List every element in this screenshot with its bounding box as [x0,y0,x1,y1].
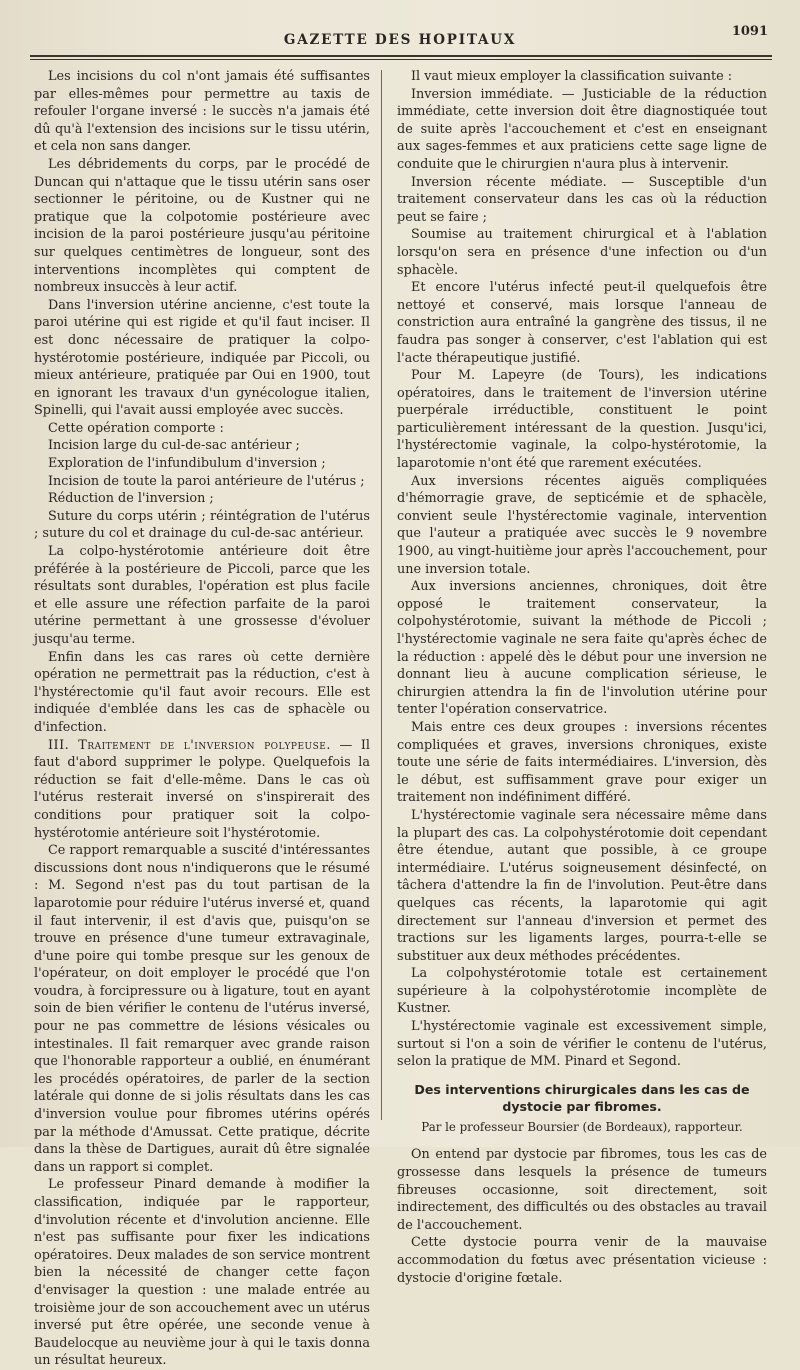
paragraph: Le professeur Pinard demande à modifier la classification, indiquée par le rapporteur, d'involution récente et d'involution ancienne. Elle n'est pas suffisante pour fixer les indications opératoires. Deux malades de son service montrent bien la nécessité de changer cette façon d'envisager la question : une malade entrée au troisième jour de son accouchement avec un utérus inversé put être opérée, une seconde venue à Baudelocque au neuvième jour à qui le taxis donna un résultat heureux. [34,1177,370,1369]
paragraph: Soumise au traitement chirurgical et à l'ablation lorsqu'on sera en présence d'une infection ou d'un sphacèle. [397,227,767,278]
article-byline: Par le professeur Boursier (de Bordeaux), rapporteur. [421,1119,743,1134]
paragraph [34,737,370,843]
paragraph: Inversion récente médiate. — Susceptible d'un traitement conservateur dans les cas où la réduction peut se faire ; [397,174,767,225]
list-item: Incision de toute la paroi antérieure de l'utérus ; [48,473,365,489]
paragraph: Mais entre ces deux groupes : inversions récentes compliquées et graves, inversions chroniques, existe toute une série de faits intermédiaires. L'inversion, dès le début, est suffisamment grave pour exiger un traitement non indéfiniment différé. [397,719,767,806]
list-item: Suture du corps utérin ; réintégration de l'utérus ; suture du col et drainage du cul-de-sac antérieur. [34,508,370,542]
paragraph: Les incisions du col n'ont jamais été suffisantes par elles-mêmes pour permettre au taxis de refouler l'organe inversé : le succès n'a jamais été dû qu'à l'extension des incisions sur le tissu utérin, et cela non sans danger. [34,69,370,155]
article-title: Des interventions chirurgicales dans les cas de dystocie par fibromes. [414,1081,750,1114]
page-number: 1091 [731,24,768,39]
left-column [34,68,370,1370]
right-column [397,68,767,1287]
paragraph: Enfin dans les cas rares où cette dernière opération ne permettrait pas la réduction, c'est à l'hystérectomie qu'il faut avoir recours. Elle est indiquée d'emblée dans les cas de sphacèle ou d'infection. [34,649,370,735]
list-item: Réduction de l'inversion ; [48,491,214,507]
section-heading: III. Traitement de l'inversion polypeuse. [48,737,331,753]
header-rule-thin [30,59,772,60]
paragraph: La colpo-hystérotomie antérieure doit être préférée à la postérieure de Piccoli, parce que les résultats sont durables, l'opération est plus facile et elle assure une réfection parfaite de la paroi utérine permettant à une grossesse d'évoluer jusqu'au terme. [34,544,370,647]
list-item: Incision large du cul-de-sac antérieur ; [48,438,300,454]
paragraph: Pour M. Lapeyre (de Tours), les indications opératoires, dans le traitement de l'inversion utérine puerpérale irréductible, constituent le point particulièrement intéressant de la question. Jusqu'ici, l'hystérectomie vaginale, la colpo-hystérotomie, la laparotomie n'ont été que rarement exécutées. [397,368,767,472]
paragraph: Aux inversions anciennes, chroniques, doit être opposé le traitement conservateur, la colpohystérotomie, suivant la méthode de Piccoli ; l'hystérectomie vaginale ne sera faite qu'après échec de la réduction : appelé dès le début pour une inversion ne donnant lieu à aucune complication sérieuse, le chirurgien attendra la fin de l'involution utérine pour tenter l'opération conservatrice. [397,579,767,718]
journal-title: GAZETTE DES HOPITAUX [283,32,517,48]
paragraph-text: — Il faut d'abord supprimer le polype. Quelquefois la réduction se fait d'elle-même. Dans le cas où l'utérus resterait inversé on s'inspirerait des conditions pour pratiquer soit la colpo-hystérotomie antérieure soit l'hystérotomie. [34,737,370,841]
paragraph: On entend par dystocie par fibromes, tous les cas de grossesse dans lesquels la présence de tumeurs fibreuses occasionne, soit directement, soit indirectement, des difficultés ou des obstacles au travail de l'accouchement. [397,1147,767,1233]
header-rule-thick [30,55,772,57]
column-divider [381,70,382,1120]
paragraph: Inversion immédiate. — Justiciable de la réduction immédiate, cette inversion doit être diagnostiquée tout de suite après l'accouchement et c'est en enseignant aux sages-femmes et aux praticiens cette sage ligne de conduite que le chirurgien n'aura plus à intervenir. [397,86,767,172]
paragraph: Cette dystocie pourra venir de la mauvaise accommodation du fœtus avec présentation vicieuse : dystocie d'origine fœtale. [397,1235,767,1286]
paragraph: Il vaut mieux employer la classification suivante : [411,69,733,84]
paragraph: La colpohystérotomie totale est certainement supérieure à la colpohystérotomie incomplète de Kustner. [397,966,767,1017]
page-header [30,24,770,56]
paragraph: Les débridements du corps, par le procédé de Duncan qui n'attaque que le tissu utérin sans oser sectionner le péritoine, ou de Kustner qui ne pratique que la colpotomie postérieure avec incision de la paroi postérieure jusqu'au péritoine sur quelques centimètres de longueur, sont des interventions incomplètes qui comptent de nombreux insuccès à leur actif. [34,156,370,296]
paragraph: Et encore l'utérus infecté peut-il quelquefois être nettoyé et conservé, mais lorsque l'anneau de constriction aura entraîné la gangrène des tissus, il ne faudra pas songer à conserver, c'est l'ablation qui est l'acte thérapeutique justifié. [397,280,767,366]
paragraph: Aux inversions récentes aiguës compliquées d'hémorragie grave, de septicémie et de sphacèle, convient seule l'hystérectomie vaginale, intervention que l'auteur a pratiquée avec succès le 9 novembre 1900, au vingt-huitième jour après l'accouchement, pour une inversion totale. [397,473,767,577]
paragraph: Ce rapport remarquable a suscité d'intéressantes discussions dont nous n'indiquerons que le résumé : M. Segond n'est pas du tout partisan de la laparotomie pour réduire l'utérus inversé et, quand il faut intervenir, il est d'avis que, puisqu'on se trouve en présence d'une tumeur extravaginale, d'une poire qui tombe presque sur les genoux de l'opérateur, on doit employer le procédé que l'on voudra, à forcipressure ou à ligature, tout en ayant soin de bien vérifier le contenu de l'utérus inversé, pour ne pas commettre de lésions vésicales ou intestinales. Il fait remarquer avec grande raison que l'honorable rapporteur a oublié, en énumérant les procédés opératoires, de parler de la section latérale qui donne de si jolis résultats dans les cas d'inversion voulue pour fibromes utérins opérés par la méthode d'Amussat. Cette pratique, décrite dans la thèse de Dartigues, aurait dû être signalée dans un rapport si complet. [34,843,371,1175]
paragraph: Cette opération comporte : [48,420,224,436]
paragraph: L'hystérectomie vaginale sera nécessaire même dans la plupart des cas. La colpohystérotomie doit cependant être étendue, autant que possible, à ce groupe intermédiaire. L'utérus soigneusement désinfecté, on tâchera d'attendre la fin de l'involution. Peut-être dans quelques cas récents, la laparotomie qui agit directement sur l'anneau d'inversion et permet des tractions sur les ligaments larges, pourra-t-elle se substituer aux deux méthodes précédentes. [397,807,767,964]
paragraph: L'hystérectomie vaginale est excessivement simple, surtout si l'on a soin de vérifier le contenu de l'utérus, selon la pratique de MM. Pinard et Segond. [397,1019,767,1070]
list-item: Exploration de l'infundibulum d'inversion ; [48,456,326,472]
paragraph: Dans l'inversion utérine ancienne, c'est toute la paroi utérine qui est rigide et qu'il faut inciser. Il est donc nécessaire de pratiquer la colpo-hystérotomie postérieure, indiquée par Piccoli, ou mieux antérieure, pratiquée par Oui en 1900, tout en ignorant les travaux d'un gynécologue italien, Spinelli, qui l'avait aussi employée avec succès. [34,297,370,419]
